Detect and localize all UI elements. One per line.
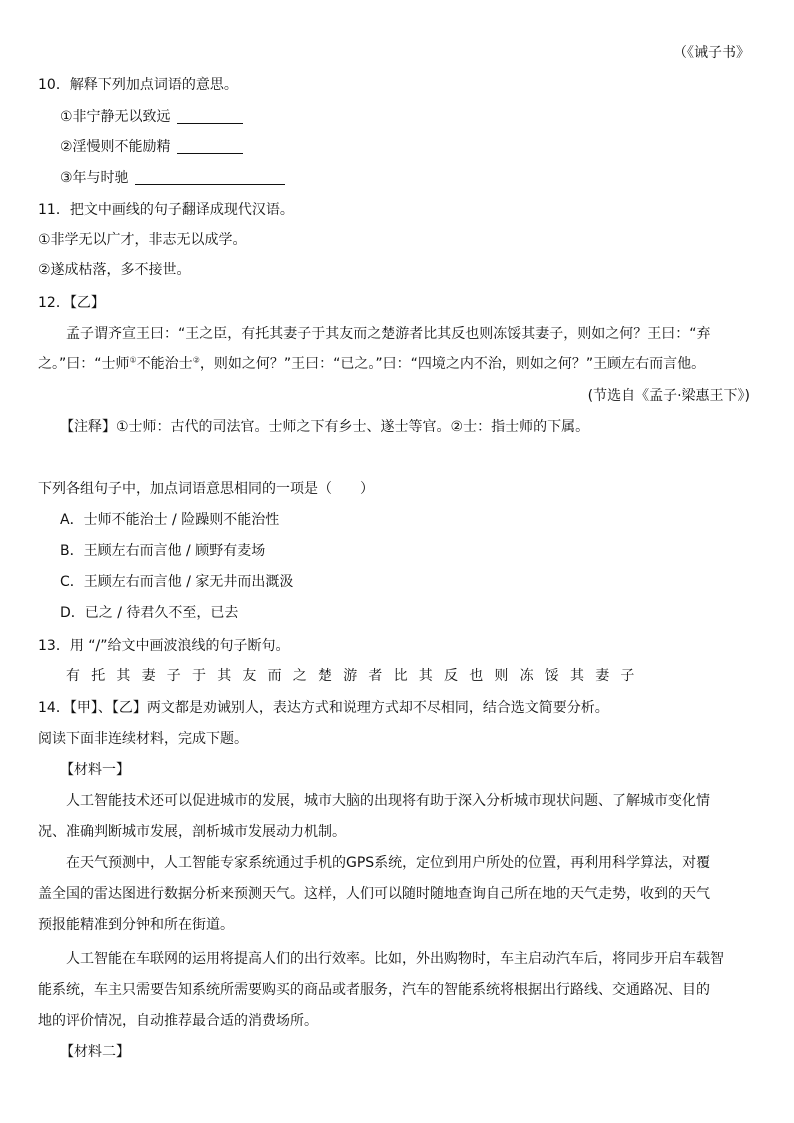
question-11-item-2: ②遂成枯落，多不接世。 — [38, 262, 191, 278]
question-11-prompt: 11．把文中画线的句子翻译成现代汉语。 — [38, 202, 294, 218]
passage-text: 不能治士 — [136, 356, 193, 372]
material-1-para-3-line-2: 能系统，车主只需要告知系统所需要购买的商品或者服务，汽车的智能系统将根据出行路线、交通路况、目的 — [38, 982, 710, 998]
passage-line-2 — [38, 354, 705, 374]
question-11-item-1: ①非学无以广才，非志无以成学。 — [38, 232, 247, 248]
material-1-para-2-line-2: 盖全国的雷达图进行数据分析来预测天气。这样，人们可以随时随地查询自己所在地的天气走势，收到的天气 — [38, 886, 710, 902]
question-13-prompt: 13．用 “/”给文中画波浪线的句子断句。 — [38, 638, 290, 654]
option-a[interactable]: A．士师不能治士 / 险躁则不能治性 — [60, 512, 280, 528]
material-1-para-1-line-1: 人工智能技术还可以促进城市的发展，城市大脑的出现将有助于深入分析城市现状问题、了解城市变化情 — [66, 793, 710, 809]
passage-line-1: 孟子谓齐宣王曰：“王之臣，有托其妻子于其友而之楚游者比其反也则冻馁其妻子，则如之何？王曰：“弃 — [66, 326, 711, 342]
source-citation: （《诫子书》 — [673, 45, 750, 61]
option-c[interactable]: C．王顾左右而言他 / 家无井而出溉汲 — [60, 574, 294, 590]
item-text: ③年与时驰 — [60, 170, 129, 186]
answer-blank[interactable] — [177, 139, 243, 154]
question-10-item-3 — [60, 168, 285, 188]
item-text: ①非宁静无以致远 — [60, 109, 171, 125]
passage-source: (节选自《孟子·梁惠王下》) — [587, 388, 750, 404]
question-10-item-1 — [60, 107, 243, 127]
material-1-para-3-line-3: 地的评价情况，自动推荐最合适的消费场所。 — [38, 1013, 318, 1029]
passage-notes: 【注释】①士师：古代的司法官。士师之下有乡士、遂士等官。②士：指士师的下属。 — [60, 419, 590, 435]
material-1-para-3-line-1: 人工智能在车联网的运用将提高人们的出行效率。比如，外出购物时，车主启动汽车后，将同步开启车载智 — [66, 951, 724, 967]
question-14-prompt: 14．【甲】、【乙】两文都是劝诫别人，表达方式和说理方式却不尽相同，结合选文简要分析。 — [38, 700, 609, 716]
material-2-title: 【材料二】 — [60, 1044, 130, 1060]
material-1-para-2-line-1: 在天气预测中，人工智能专家系统通过手机的GPS系统，定位到用户所处的位置，再利用科学算法，对覆 — [66, 855, 711, 871]
reading-intro: 阅读下面非连续材料，完成下题。 — [38, 731, 248, 747]
footnote-marker: ① — [129, 355, 137, 365]
question-12-question: 下列各组句子中，加点词语意思相同的一项是（ ） — [38, 481, 374, 497]
material-1-title: 【材料一】 — [60, 762, 130, 778]
question-10-item-2 — [60, 137, 243, 157]
item-text: ②淫慢则不能励精 — [60, 139, 171, 155]
option-b[interactable]: B．王顾左右而言他 / 顾野有麦场 — [60, 543, 266, 559]
option-d[interactable]: D．已之 / 待君久不至，已去 — [60, 605, 239, 621]
material-1-para-1-line-2: 况、准确判断城市发展，剖析城市发展动力机制。 — [38, 824, 346, 840]
passage-text: ，则如之何？”王曰：“已之。”曰：“四境之内不治，则如之何？”王顾左右而言他。 — [199, 356, 706, 372]
footnote-marker: ② — [192, 355, 200, 365]
passage-text: 之。”曰：“士师 — [38, 356, 130, 372]
question-13-sentence: 有托其妻子于其友而之楚游者比其反也则冻馁其妻子 — [66, 668, 646, 684]
answer-blank[interactable] — [135, 170, 285, 185]
question-12-label: 12．【乙】 — [38, 295, 105, 311]
answer-blank[interactable] — [177, 109, 243, 124]
material-1-para-2-line-3: 预报能精准到分钟和所在街道。 — [38, 917, 234, 933]
question-10-prompt: 10．解释下列加点词语的意思。 — [38, 77, 238, 93]
